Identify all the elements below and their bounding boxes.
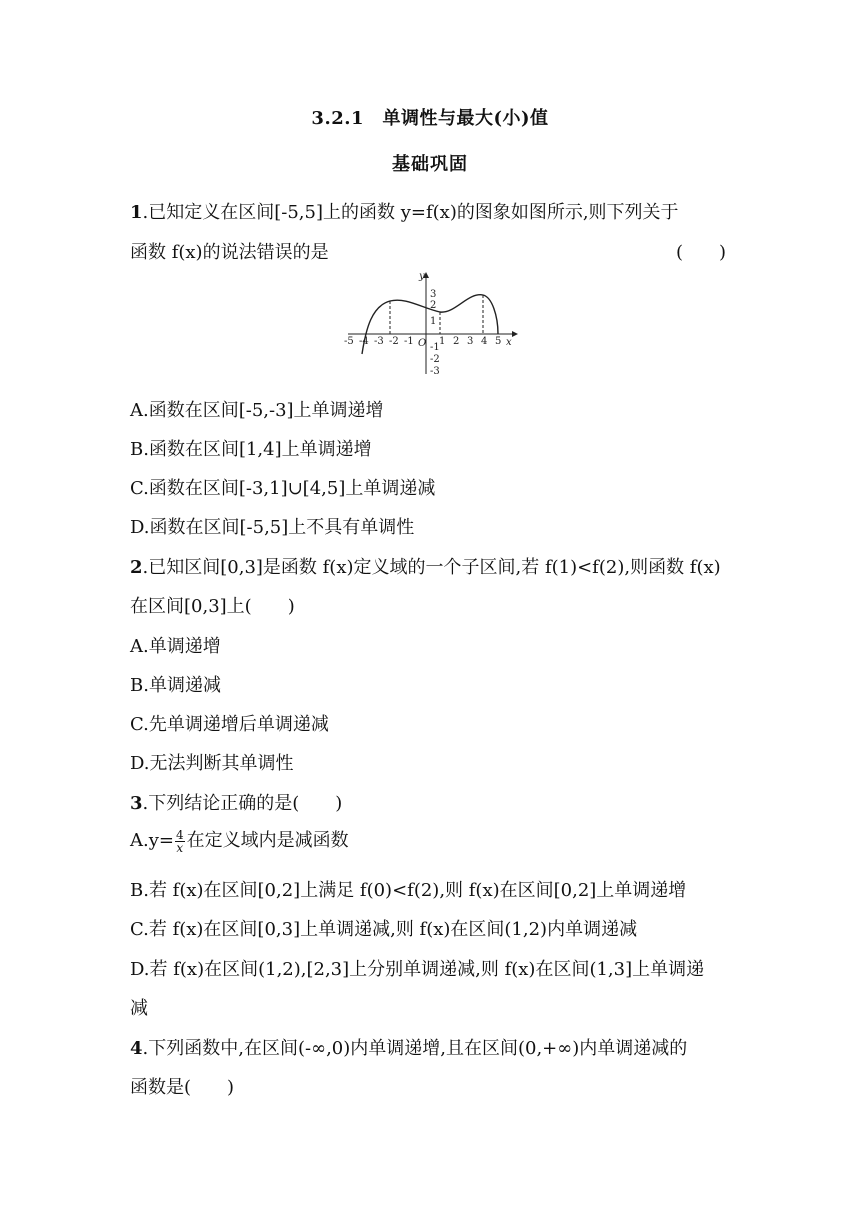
y-tick-label: -3: [430, 366, 440, 377]
x-tick-label: 1: [439, 336, 446, 347]
q2-option-d: D.无法判断其单调性: [130, 753, 294, 774]
q2-stem-line2: 在区间[0,3]上( ): [130, 596, 295, 617]
q2-stem-line1: [130, 553, 721, 579]
q1-number: 1: [130, 202, 143, 223]
q1-stem-line1: [130, 198, 679, 224]
q1-option-a: A.函数在区间[-5,-3]上单调递增: [130, 400, 384, 421]
q2-number: 2: [130, 557, 143, 578]
q2-option-b: B.单调递减: [130, 675, 221, 696]
x-tick-label: -5: [344, 336, 354, 347]
q1-stem-text1: .已知定义在区间[-5,5]上的函数 y=f(x)的图象如图所示,则下列关于: [142, 202, 679, 223]
x-tick-label: -2: [389, 336, 399, 347]
y-axis-label: y: [419, 271, 425, 282]
y-tick-label: -1: [430, 342, 440, 353]
y-tick-label: -2: [430, 354, 440, 365]
origin-label: O: [418, 338, 427, 349]
x-tick-label: 4: [481, 336, 488, 347]
section-title: 3.2.1 单调性与最大(小)值: [311, 108, 549, 129]
q1-function-graph: [340, 268, 520, 380]
q3-option-b: B.若 f(x)在区间[0,2]上满足 f(0)<f(2),则 f(x)在区间[0,2]上单调递增: [130, 880, 687, 901]
section-subtitle: 基础巩固: [392, 154, 468, 175]
q3-stem-text1: .下列结论正确的是( ): [142, 793, 343, 814]
x-axis-label: x: [506, 337, 512, 348]
y-tick-labels: [430, 289, 440, 377]
q4-stem-line1: [130, 1034, 687, 1060]
q3-option-c: C.若 f(x)在区间[0,3]上单调递减,则 f(x)在区间(1,2)内单调递减: [130, 919, 638, 940]
x-axis-arrow: [512, 331, 518, 337]
q3-option-a-suffix: 在定义域内是减函数: [186, 830, 349, 851]
x-tick-label: -1: [404, 336, 414, 347]
q1-option-c: C.函数在区间[-3,1]∪[4,5]上单调递减: [130, 478, 436, 499]
fraction-4-over-x: [175, 829, 185, 854]
x-tick-label: -3: [374, 336, 384, 347]
q4-stem-text1: .下列函数中,在区间(-∞,0)内单调递增,且在区间(0,+∞)内单调递减的: [142, 1038, 688, 1059]
x-tick-label: 2: [453, 336, 460, 347]
x-tick-label: -4: [359, 336, 369, 347]
q1-option-b: B.函数在区间[1,4]上单调递增: [130, 439, 372, 460]
q1-option-d: D.函数在区间[-5,5]上不具有单调性: [130, 517, 415, 538]
q2-stem-text1: .已知区间[0,3]是函数 f(x)定义域的一个子区间,若 f(1)<f(2),则函数 f(x): [142, 557, 721, 578]
q3-number: 3: [130, 793, 143, 814]
q2-option-c: C.先单调递增后单调递减: [130, 714, 329, 735]
q3-option-d-line1: D.若 f(x)在区间(1,2),[2,3]上分别单调递减,则 f(x)在区间(1,3]上单调递: [130, 959, 705, 980]
fraction-denominator: x: [176, 840, 184, 855]
q2-option-a: A.单调递增: [130, 636, 221, 657]
y-tick-label: 3: [430, 289, 437, 300]
q3-option-d-line2: 减: [130, 998, 148, 1019]
x-tick-label: 3: [467, 336, 474, 347]
q3-option-a: [130, 826, 349, 854]
x-tick-label: 5: [495, 336, 502, 347]
q3-option-a-prefix: A.y=: [130, 830, 174, 851]
y-tick-label: 1: [430, 316, 437, 327]
fraction-numerator: 4: [175, 827, 184, 842]
q1-answer-paren: ( ): [676, 242, 727, 263]
q1-stem-line2: 函数 f(x)的说法错误的是: [130, 242, 329, 263]
y-tick-label: 2: [430, 300, 437, 311]
q4-stem-line2: 函数是( ): [130, 1077, 235, 1098]
q4-number: 4: [130, 1038, 143, 1059]
q3-stem-line1: [130, 789, 342, 815]
